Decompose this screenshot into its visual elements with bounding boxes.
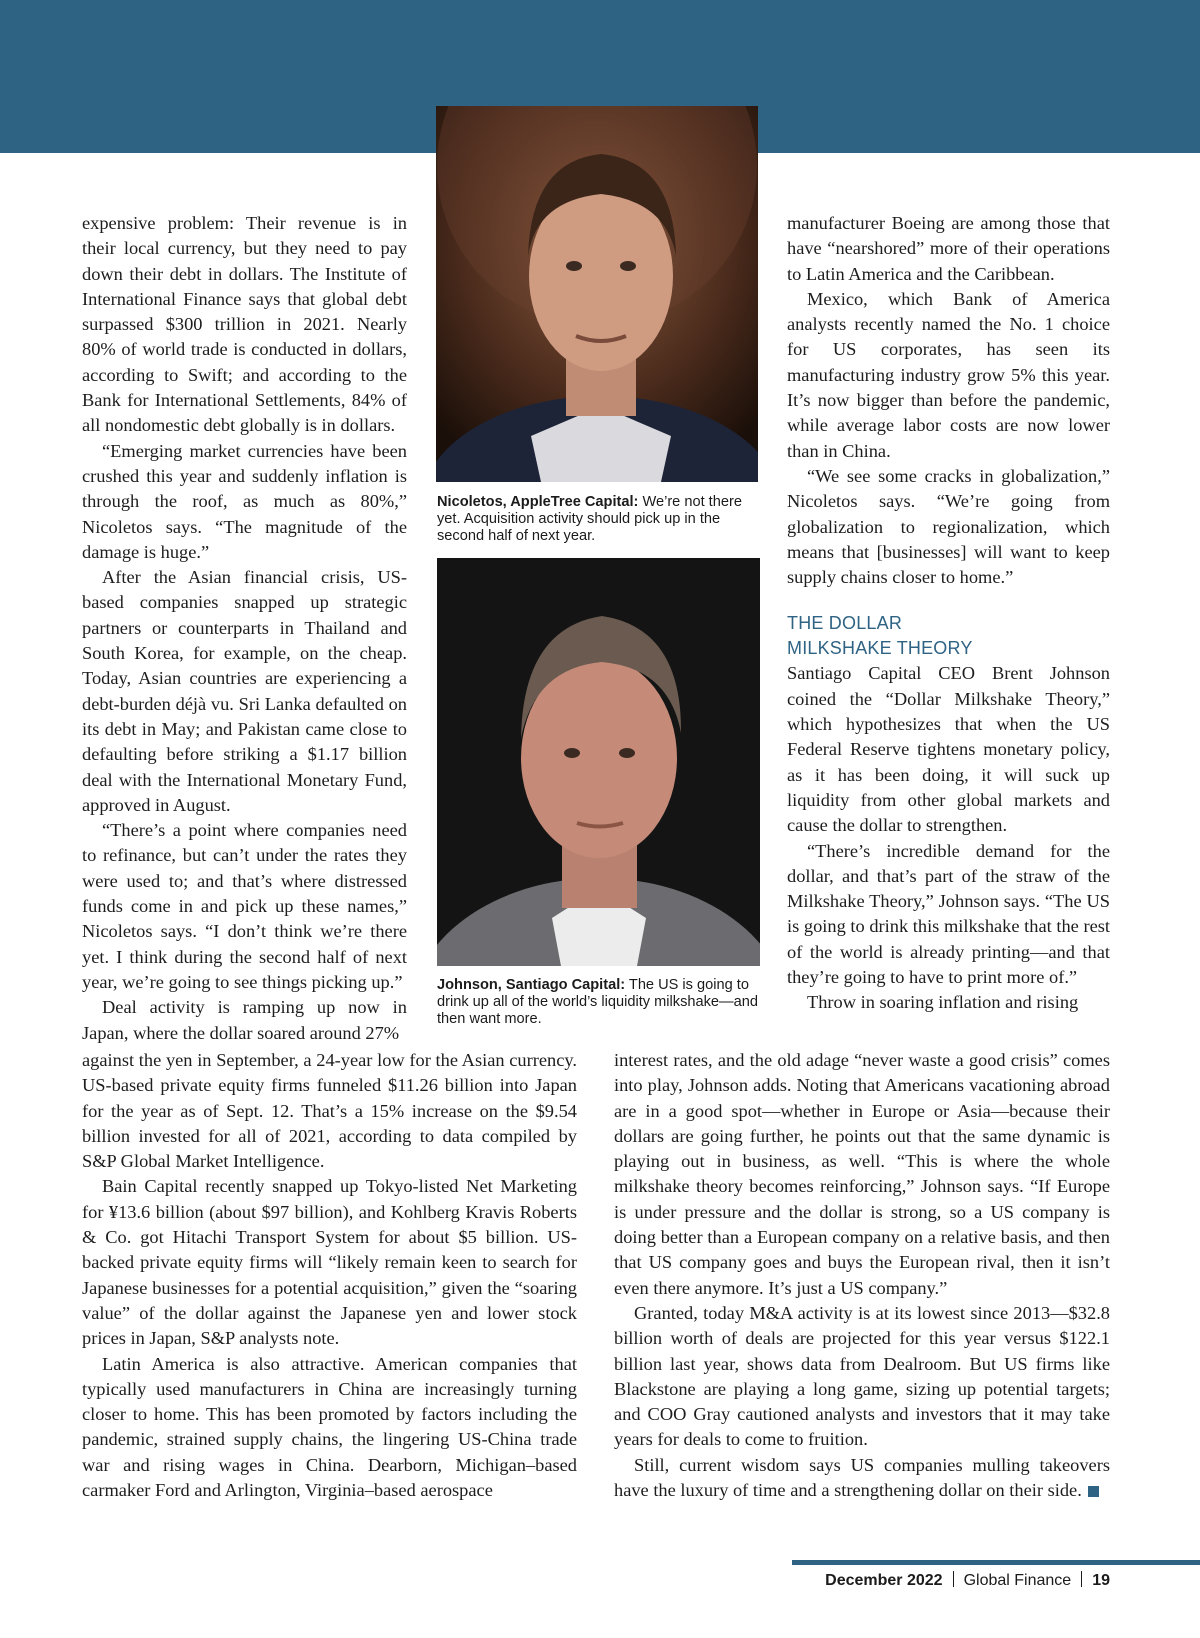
caption-text: The US is going to drink up all of the world’s liquidity milkshake—and then want more. <box>437 977 758 1027</box>
left-column-lower <box>82 1048 577 1503</box>
johnson-photo <box>437 558 760 966</box>
paragraph: expensive problem: Their revenue is in their local currency, but they need to pay down their debt in dollars. The Institute of International Finance says that global debt surpassed $300 trillion in 2021. Nearly 80% of world trade is conducted in dollars, according to Swift; and according to the Bank for International Settlements, 84% of all nondomestic debt globally is in dollars. <box>82 213 407 436</box>
paragraph: manufacturer Boeing are among those that have “nearshored” more of their operations to Latin America and the Caribbean. <box>787 213 1110 284</box>
paragraph: “There’s a point where companies need to refinance, but can’t under the rates they were used to; and that’s where distressed funds come in and pick up these names,” Nicoletos says. “I don’t think we’re there yet. I think during the second half of next year, we’re going to see things picking up.” <box>82 820 407 992</box>
footer-date: December 2022 <box>825 1572 943 1589</box>
johnson-caption <box>437 977 762 1027</box>
nicoletos-photo <box>436 106 758 482</box>
footer-publication: Global Finance <box>963 1572 1072 1589</box>
paragraph: “There’s incredible demand for the dollar, and that’s part of the straw of the Milkshake Theory,” Johnson says. “The US is going to drink this milkshake that the rest of the world is already printing—and that they’re going to have to print more of.” <box>787 840 1110 988</box>
paragraph: Latin America is also attractive. American companies that typically used manufacturers in China are increasingly turning closer to home. This has been promoted by factors including the pandemic, strained supply chains, the lingering US-China trade war and rising wages in China. Dearborn, Michigan–based carmaker Ford and Arlington, Virginia–based aerospace <box>82 1353 577 1501</box>
end-mark-icon <box>1088 1486 1099 1497</box>
caption-text: We’re not there yet. Acquisition activity should pick up in the second half of next year. <box>437 494 742 544</box>
paragraph-text: Still, current wisdom says US companies mulling takeovers have the luxury of time and a strengthening dollar on their side. <box>614 1454 1110 1501</box>
paragraph: Deal activity is ramping up now in Japan, where the dollar soared around 27% <box>82 997 407 1043</box>
paragraph: Bain Capital recently snapped up Tokyo-listed Net Marketing for ¥13.6 billion (about $97 billion), and Kohlberg Kravis Roberts & Co. got Hitachi Transport System for about $5 billion. US-backed private equity firms will “likely remain keen to search for Japanese businesses for a potential acquisition,” given the “soaring value” of the dollar against the Japanese yen and lower stock prices in Japan, S&P analysts note. <box>82 1176 577 1349</box>
paragraph: “We see some cracks in globalization,” Nicoletos says. “We’re going from globalization to regionalization, which means that [businesses] will want to keep supply chains closer to home.” <box>787 465 1110 588</box>
caption-name: Nicoletos, AppleTree Capital: <box>437 494 639 510</box>
section-heading: MILKSHAKE THEORY <box>787 638 973 659</box>
paragraph: against the yen in September, a 24-year low for the Asian currency. US-based private equity firms funneled $11.26 billion into Japan for the year as of Sept. 12. That’s a 15% increase on the $9.54 billion invested for all of 2021, according to data compiled by S&P Global Market Intelligence. <box>82 1050 577 1172</box>
right-column-lower <box>614 1048 1110 1503</box>
footer-separator <box>953 1571 954 1587</box>
nicoletos-caption <box>437 494 762 544</box>
paragraph <box>614 1453 1110 1504</box>
section-heading: THE DOLLAR <box>787 613 903 634</box>
caption-name: Johnson, Santiago Capital: <box>437 977 626 993</box>
paragraph: Santiago Capital CEO Brent Johnson coined the “Dollar Milkshake Theory,” which hypothesizes that when the US Federal Reserve tightens monetary policy, as it has been doing, it will suck up liquidity from other global markets and cause the dollar to strengthen. <box>787 663 1110 836</box>
page-footer <box>825 1570 1110 1592</box>
paragraph: Mexico, which Bank of America analysts recently named the No. 1 choice for US corporates, has seen its manufacturing industry grow 5% this year. It’s now bigger than before the pandemic, while average labor costs are now lower than in China. <box>787 288 1110 461</box>
paragraph: Throw in soaring inflation and rising <box>807 992 1079 1013</box>
paragraph: Granted, today M&A activity is at its lowest since 2013—$32.8 billion worth of deals are projected for this year versus $122.1 billion last year, shows data from Dealroom. But US firms like Blackstone are playing a long game, sizing up potential targets; and COO Gray cautioned analysts and investors that it may take years for deals to come to fruition. <box>614 1302 1110 1450</box>
paragraph: After the Asian financial crisis, US-based companies snapped up strategic partners or counterparts in Thailand and South Korea, for example, on the cheap. Today, Asian countries are experiencing a debt-burden déjà vu. Sri Lanka defaulted on its debt in May; and Pakistan came close to defaulting before striking a $1.17 billion deal with the International Monetary Fund, approved in August. <box>82 567 407 815</box>
paragraph: interest rates, and the old adage “never waste a good crisis” comes into play, Johnson adds. Noting that Americans vacationing abroad are in a good spot—whether in Europe or Asia—because their dollars are going further, he points out that the same dynamic is playing out in business, as well. “This is where the whole milkshake theory becomes reinforcing,” Johnson says. “If Europe is under pressure and the dollar is strong, so a US company is doing better than a European company on a relative basis, and then that US company goes and buys the European rival, then it isn’t even there anymore. It’s just a US company.” <box>614 1050 1110 1298</box>
page-number: 19 <box>1092 1572 1110 1589</box>
footer-rule <box>792 1560 1200 1565</box>
left-column-upper <box>82 211 407 1046</box>
right-column-upper <box>787 211 1110 1016</box>
paragraph: “Emerging market currencies have been crushed this year and suddenly inflation is through the roof, as much as 80%,” Nicoletos says. “The magnitude of the damage is huge.” <box>82 440 407 562</box>
footer-separator <box>1081 1571 1082 1587</box>
